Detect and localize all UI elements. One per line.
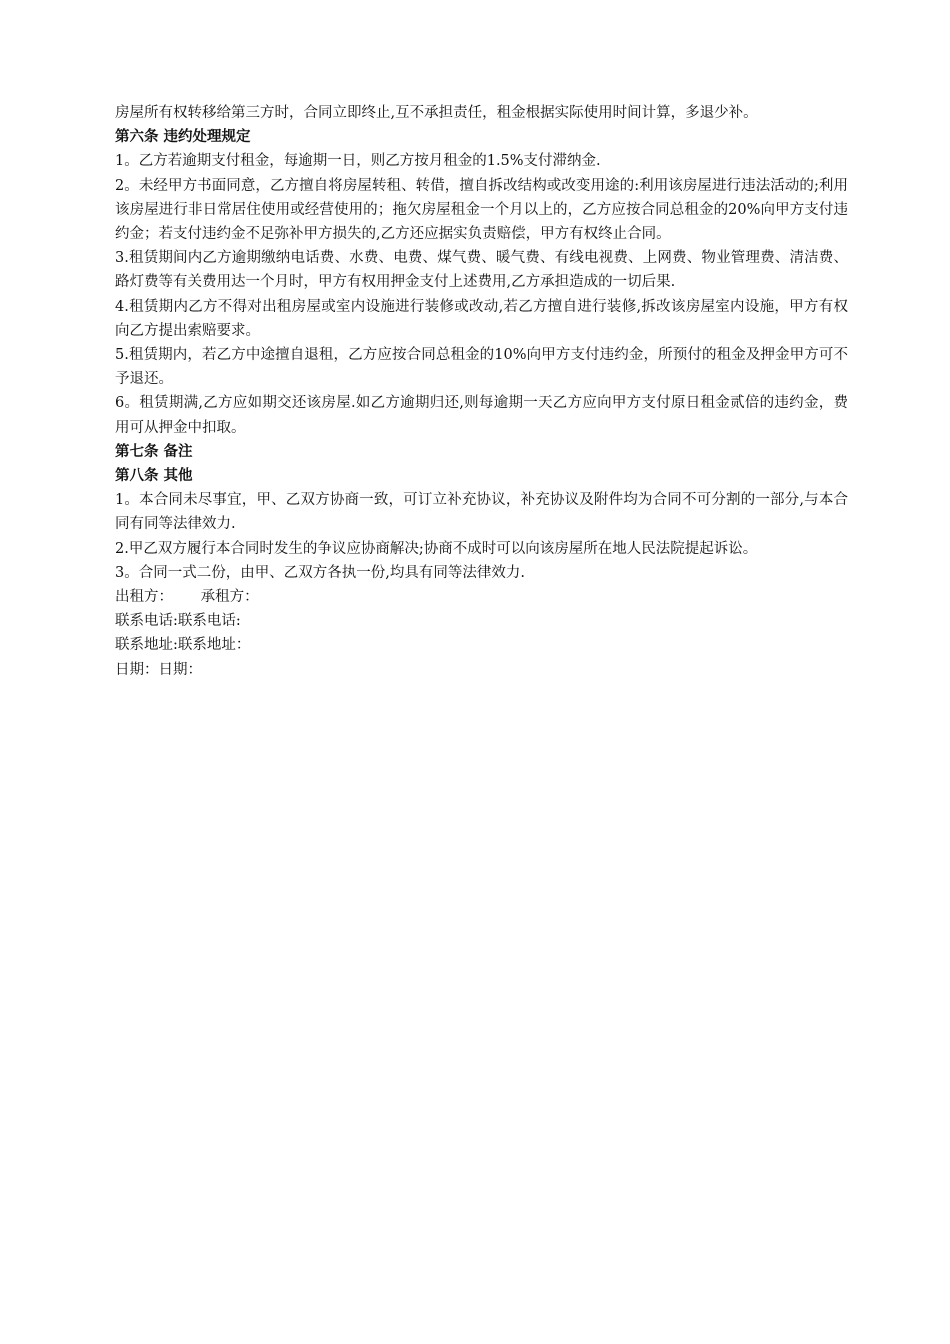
lessee-label: 承租方： (200, 589, 259, 606)
signature-phone-line: 联系电话:联系电话: (115, 613, 241, 630)
article-6-item-2: 2。未经甲方书面同意，乙方擅自将房屋转租、转借，擅自拆改结构或改变用途的:利用该房屋进行违法活动的;利用该房屋进行非日常居住使用或经营使用的；拖欠房屋租金一个月以上的，乙方应按合同总租金的20%向甲方支付违约金；若支付违约金不足弥补甲方损失的,乙方还应据实负责赔偿，甲方有权终止合同。 (115, 177, 848, 243)
signature-parties-line (115, 585, 848, 609)
intro-paragraph: 房屋所有权转移给第三方时，合同立即终止,互不承担责任，租金根据实际使用时间计算，多退少补。 (115, 105, 758, 121)
signature-date-line: 日期：日期： (115, 661, 202, 678)
article-7-heading: 第七条 备注 (115, 442, 193, 460)
article-8-item-3: 3。合同一式二份，由甲、乙双方各执一份,均具有同等法律效力. (115, 564, 525, 581)
article-8-item-1: 1。本合同未尽事宜，甲、乙双方协商一致，可订立补充协议，补充协议及附件均为合同不可分割的一部分,与本合同有同等法律效力. (115, 492, 848, 533)
signature-address-line: 联系地址:联系地址： (115, 637, 251, 654)
document-page (115, 101, 848, 682)
article-8-item-2: 2.甲乙双方履行本合同时发生的争议应协商解决;协商不成时可以向该房屋所在地人民法院提起诉讼。 (115, 540, 758, 557)
article-6-heading: 第六条 违约处理规定 (115, 128, 251, 146)
article-6-item-4: 4.租赁期内乙方不得对出租房屋或室内设施进行装修或改动,若乙方擅自进行装修,拆改该房屋室内设施，甲方有权向乙方提出索赔要求。 (115, 298, 848, 339)
lessor-label: 出租方： (115, 589, 173, 606)
article-6-item-5: 5.租赁期内，若乙方中途擅自退租，乙方应按合同总租金的10%向甲方支付违约金，所预付的租金及押金甲方可不予退还。 (115, 347, 848, 388)
article-6-item-3: 3.租赁期间内乙方逾期缴纳电话费、水费、电费、煤气费、暖气费、有线电视费、上网费、物业管理费、清洁费、路灯费等有关费用达一个月时，甲方有权用押金支付上述费用,乙方承担造成的一切后果. (115, 250, 848, 291)
article-8-heading: 第八条 其他 (115, 467, 193, 485)
article-6-item-1: 1。乙方若逾期支付租金，每逾期一日，则乙方按月租金的1.5%支付滞纳金. (115, 153, 601, 170)
article-6-item-6: 6。租赁期满,乙方应如期交还该房屋.如乙方逾期归还,则每逾期一天乙方应向甲方支付原日租金贰倍的违约金，费用可从押金中扣取。 (115, 395, 848, 436)
